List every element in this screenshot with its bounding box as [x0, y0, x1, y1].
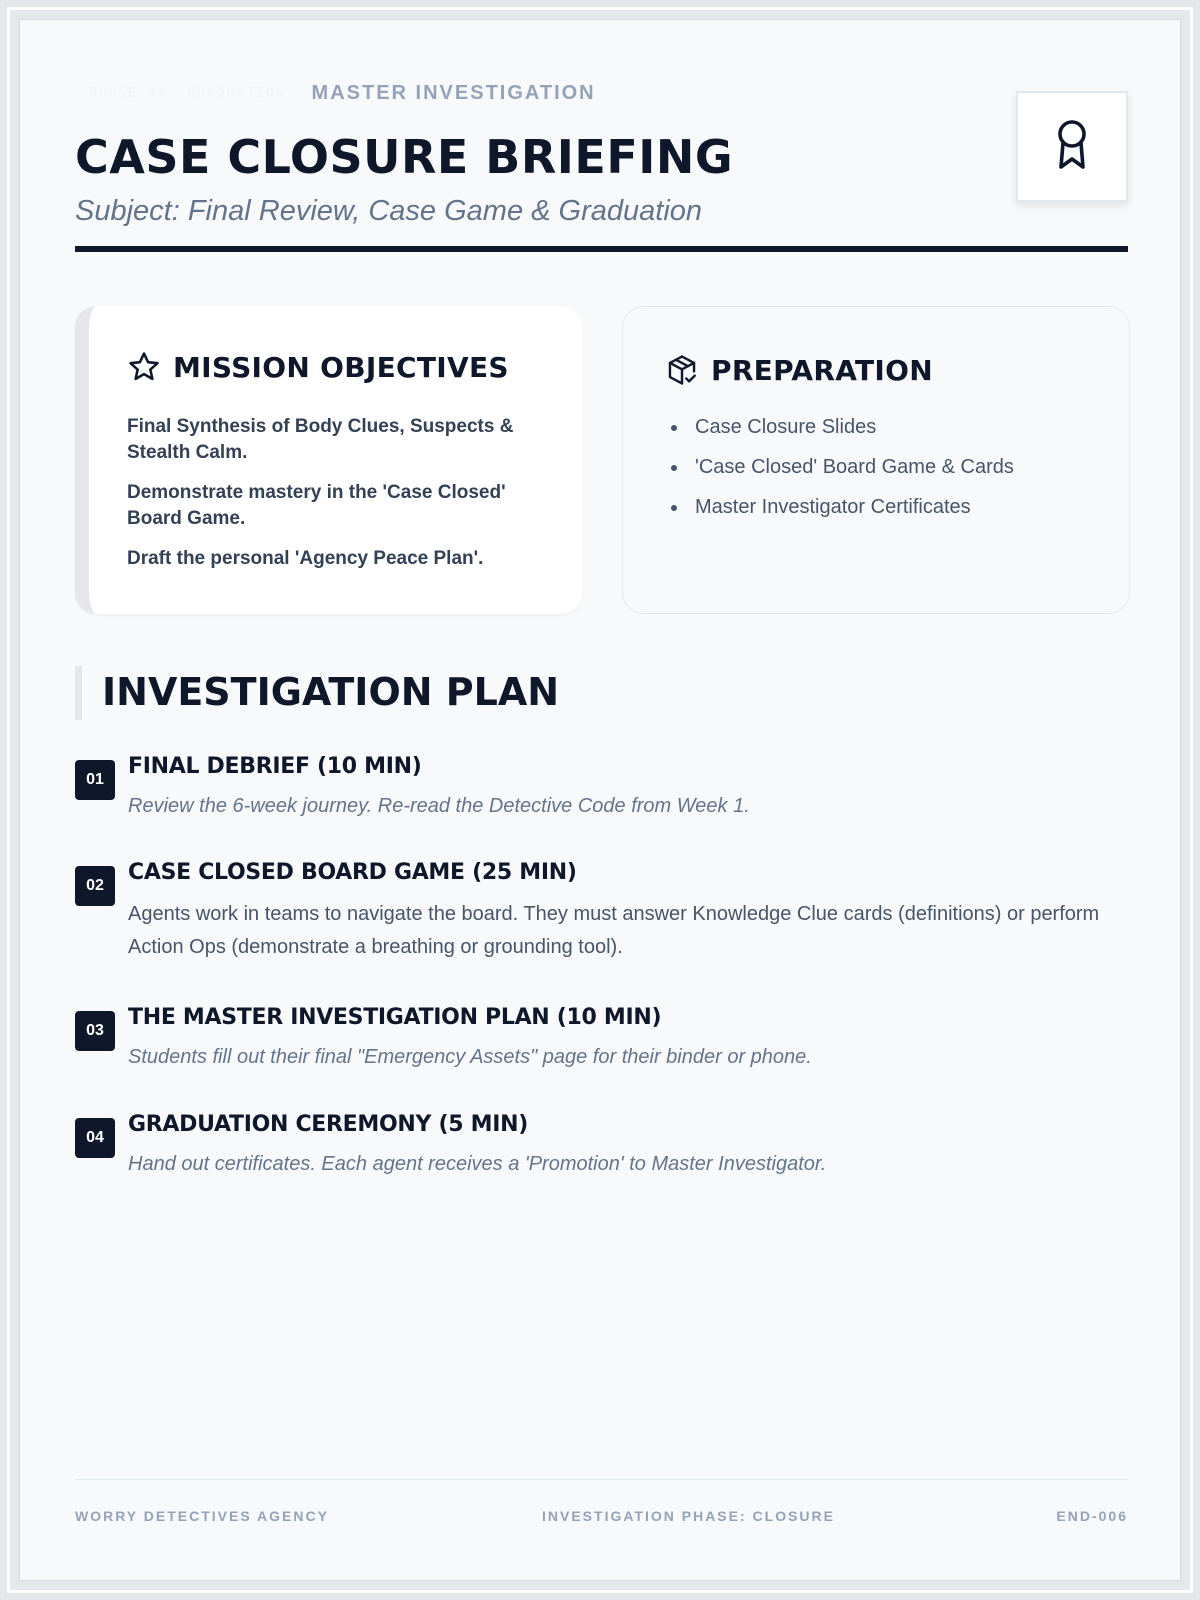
objectives-title: MISSION OBJECTIVES: [173, 350, 509, 384]
footer-phase: INVESTIGATION PHASE: CLOSURE: [542, 1508, 835, 1524]
preparation-item: Master Investigator Certificates: [695, 493, 1095, 533]
objectives-list: [127, 414, 547, 586]
step-title: GRADUATION CEREMONY (5 MIN): [128, 1112, 528, 1137]
step-number: 01: [75, 760, 115, 800]
header-rule: [75, 246, 1128, 252]
step-description: Students fill out their final "Emergency Assets" page for their binder or phone.: [128, 1046, 812, 1068]
mission-objectives-card: [75, 306, 583, 614]
objectives-heading: [127, 350, 509, 384]
page-subtitle: Subject: Final Review, Case Game & Graduation: [75, 195, 703, 227]
step-title: CASE CLOSED BOARD GAME (25 MIN): [128, 860, 577, 885]
award-badge: [1016, 91, 1128, 202]
footer: [75, 1508, 1128, 1528]
preparation-item: 'Case Closed' Board Game & Cards: [695, 453, 1095, 493]
plan-accent-bar: [75, 666, 82, 720]
phase-badge: PHASE 08: GRADUATION: [89, 85, 286, 101]
objective-item: Draft the personal 'Agency Peace Plan'.: [127, 548, 484, 569]
eyebrow-row: [75, 78, 596, 108]
preparation-card: [622, 306, 1130, 614]
package-check-icon: [665, 353, 699, 387]
page-title: CASE CLOSURE BRIEFING: [75, 130, 734, 184]
header: [75, 20, 1128, 252]
preparation-title: PREPARATION: [711, 353, 933, 387]
footer-rule: [75, 1479, 1128, 1480]
preparation-heading: [665, 353, 933, 387]
footer-agency: WORRY DETECTIVES AGENCY: [75, 1508, 329, 1524]
star-icon: [127, 350, 161, 384]
step-number: 03: [75, 1011, 115, 1051]
preparation-item: Case Closure Slides: [695, 413, 1095, 453]
eyebrow-label: MASTER INVESTIGATION: [311, 81, 596, 104]
objective-item: Demonstrate mastery in the 'Case Closed' Board Game.: [127, 482, 506, 529]
step-title: FINAL DEBRIEF (10 MIN): [128, 754, 422, 779]
step-description: Review the 6-week journey. Re-read the Detective Code from Week 1.: [128, 795, 750, 817]
footer-code: END-006: [1056, 1508, 1128, 1524]
preparation-list: [695, 413, 1095, 533]
award-ribbon-icon: [1052, 117, 1092, 176]
step-number: 02: [75, 866, 115, 906]
page: [19, 19, 1181, 1581]
step-description: Hand out certificates. Each agent receives a 'Promotion' to Master Investigator.: [128, 1153, 827, 1175]
plan-title: INVESTIGATION PLAN: [102, 670, 560, 714]
step-description: Agents work in teams to navigate the board. They must answer Knowledge Clue cards (definitions) or perform Action Ops (demonstrate a breathing or grounding tool).: [128, 903, 1100, 958]
objective-item: Final Synthesis of Body Clues, Suspects & Stealth Calm.: [127, 416, 514, 463]
step-title: THE MASTER INVESTIGATION PLAN (10 MIN): [128, 1005, 662, 1030]
page-content: [75, 20, 1128, 1580]
step-number: 04: [75, 1118, 115, 1158]
